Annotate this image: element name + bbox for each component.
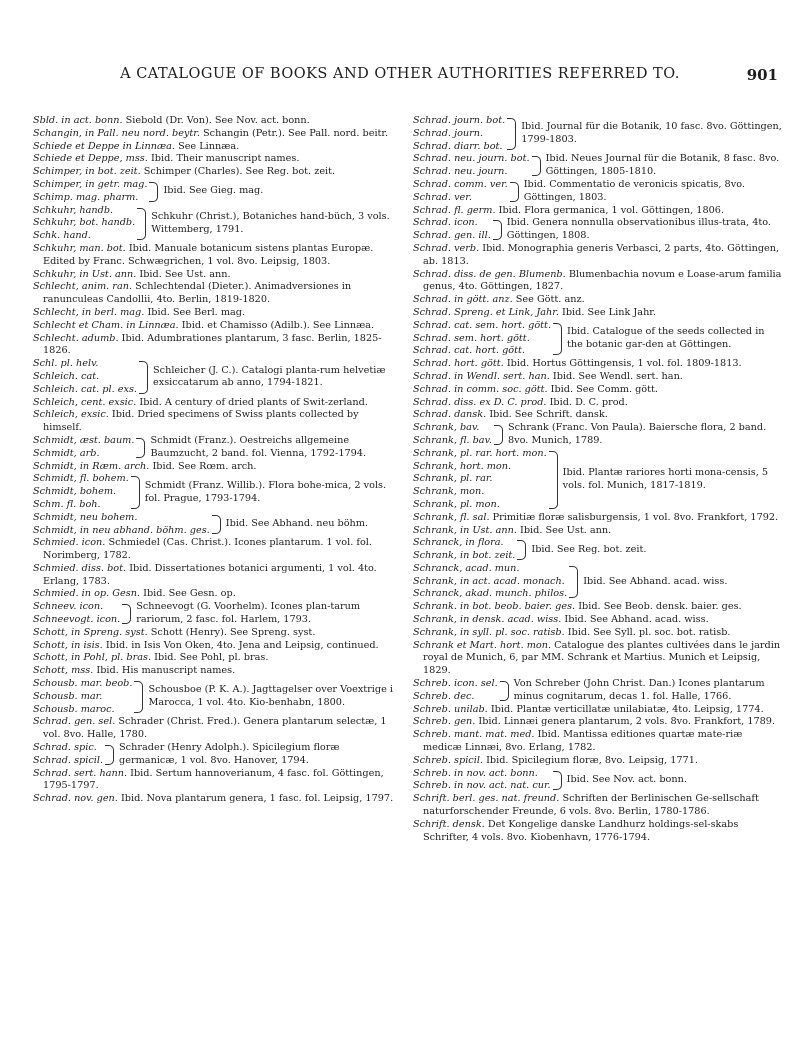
entry-abbreviation: Schrad. spicil. [33,754,104,766]
catalogue-entry [33,166,397,179]
entry-description: Schousboe (P. K. A.). Jagttagelser over Voextrige i Marocca, 1 vol. 4to. Kio-benhabn, 1800. [148,684,394,709]
page-number: 901 [746,66,778,84]
entry-abbreviation: Schranck, in flora. [413,537,504,549]
entry-description: Primitiæ floræ salisburgensis, 1 vol. 8vo. Frankfort, 1792. [492,511,779,523]
entry-abbreviation-list [413,448,547,512]
brace-bracket [553,771,562,791]
entry-abbreviation: Schleich, cent. exsic. [33,396,137,408]
entry-description: Ibid. See Ust. ann. [139,268,231,280]
entry-abbreviation: Schlecht, anim. ran. [33,281,133,293]
entry-abbreviation: Schrad. diss. ex D. C. prod. [413,396,547,408]
catalogue-entry [413,294,783,307]
entry-description: Ibid. Neues Journal für die Botanik, 8 fasc. 8vo. Göttingen, 1805-1810. [545,153,780,178]
brace-bracket [212,515,221,535]
entry-description: Ibid. Monographia generis Verbasci, 2 parts, 4to. Göttingen, ab. 1813. [423,242,780,267]
catalogue-entry [33,243,397,269]
entry-abbreviation-list [413,217,491,243]
catalogue-entry [413,793,783,819]
entry-abbreviation: Schrad. in Wendl. sert. han. [413,370,550,382]
entry-description: Ibid. See Abhand. acad. wiss. [564,614,709,626]
catalogue-entry-group [33,179,397,205]
brace-bracket [122,604,131,624]
entry-description: Ibid. A century of dried plants of Swit-zerland. [139,396,368,408]
brace-bracket [569,566,578,598]
catalogue-entry [33,307,397,320]
entry-abbreviation: Schousb. mar. beob. [33,678,133,690]
entry-description: Schlechtendal (Dieter.). Animadversiones in ranunculeas Candollii, 4to. Berlin, 1819-1820. [43,281,352,306]
catalogue-entry [413,729,783,755]
entry-abbreviation-list [33,678,132,716]
catalogue-entry-group [413,422,783,448]
entry-abbreviation: Schlecht. adumb. [33,332,119,344]
catalogue-entry [413,755,783,768]
entry-description: Schkuhr (Christ.), Botaniches hand-büch, 3 vols. Wittemberg, 1791. [151,210,390,235]
entry-abbreviation: Schkuhr, handb. [33,204,114,216]
entry-description: Ibid. Their manuscript names. [150,153,300,165]
entry-abbreviation: Schousb. maroc. [33,703,115,715]
page-title: A CATALOGUE OF BOOKS AND OTHER AUTHORITIES REFERRED TO. [120,66,680,82]
entry-description: Schangin (Petr.). See Pall. nord. beitr. [203,127,389,139]
entry-abbreviation: Schrad. journ. [413,127,484,139]
entry-abbreviation: Schimper, in getr. mag. [33,178,148,190]
entry-abbreviation: Schrank, pl. rar. hort. mon. [413,447,547,459]
entry-abbreviation: Schkuhr, bot. handb. [33,217,136,229]
entry-abbreviation: Schreb. in nov. act. nat. cur. [413,780,551,792]
catalogue-entry [33,397,397,410]
entry-abbreviation: Schrad. dansk. [413,409,487,421]
catalogue-entry [413,409,783,422]
entry-abbreviation: Schrad. diarr. bot. [413,140,503,152]
catalogue-entry [33,652,397,665]
entry-abbreviation: Schrad. cat. sem. hort. gött. [413,319,552,331]
entry-description: Ibid. Plantæ rariores horti mona-censis, 5 vols. fol. Munich, 1817-1819. [562,466,769,491]
entry-abbreviation-list [413,537,515,563]
catalogue-entry-group [33,205,397,243]
entry-abbreviation: Schrad. ver. [413,191,472,203]
entry-description: Schleicher (J. C.). Catalogi planta-rum helvetiæ exsiccatarum ab anno, 1794-1821. [153,364,386,389]
entry-description: Schmiedel (Cas. Christ.). Icones plantarum. 1 vol. fol. Norimberg, 1782. [43,537,372,562]
entry-abbreviation: Schrad. verb. [413,242,480,254]
catalogue-entry-group [413,448,783,512]
entry-abbreviation: Schreb. gen. [413,716,476,728]
catalogue-entry-group [413,115,783,153]
catalogue-entry-group [33,742,397,768]
catalogue-entry [413,614,783,627]
entry-description: Ibid. Catalogue of the seeds collected in the botanic gar-den at Göttingen. [567,326,765,350]
catalogue-entry [413,525,783,538]
entry-abbreviation: Schimp. mag. pharm. [33,191,139,203]
entry-description: Ibid. Spicilegium floræ, 8vo. Leipsig, 1771. [486,754,698,766]
entry-description: Ibid. Hortus Göttingensis, 1 vol. fol. 1809-1813. [506,358,742,370]
entry-description: Ibid. See Syll. pl. soc. bot. ratisb. [567,626,731,638]
catalogue-entry-group [413,563,783,601]
entry-abbreviation: Schmidt, fl. bohem. [33,473,129,485]
entry-abbreviation: Schimper, in bot. zeit. [33,166,141,178]
catalogue-entry [413,512,783,525]
catalogue-entry [33,768,397,794]
entry-description: Ibid. D. C. prod. [549,396,628,408]
entry-description: See Linnæa. [178,140,240,152]
catalogue-entry-group [413,217,783,243]
entry-abbreviation: Schmidt, æst. baum. [33,434,135,446]
entry-abbreviation-list [413,563,567,601]
entry-description: Ibid. See Pohl, pl. bras. [154,652,269,664]
entry-abbreviation-list [413,678,498,704]
entry-abbreviation: Schmied. icon. [33,537,106,549]
catalogue-entry [33,115,397,128]
entry-abbreviation: Schrank, in act. acad. monach. [413,575,565,587]
entry-description: Ibid. Dried specimens of Swiss plants collected by himself. [43,409,359,434]
catalogue-entry [33,793,397,806]
entry-abbreviation: Schrad. cat. hort. gött. [413,345,525,357]
entry-description: Schrader (Christ. Fred.). Genera plantarum selectæ, 1 vol. 8vo. Halle, 1780. [43,716,387,741]
entry-abbreviation: Schkuhr, man. bot. [33,242,126,254]
entry-abbreviation: Schreb. unilab. [413,703,488,715]
entry-description: Ibid. in Isis Von Oken, 4to. Jena and Leipsig, continued. [105,639,379,651]
catalogue-entry-group [413,179,783,205]
entry-abbreviation: Schm. fl. boh. [33,498,101,510]
entry-abbreviation-list [33,742,103,768]
entry-abbreviation: Schrad. neu. journ. [413,166,508,178]
catalogue-entry [413,716,783,729]
brace-bracket [134,681,143,713]
entry-abbreviation: Schl. pl. helv. [33,358,99,370]
brace-bracket [136,438,145,458]
entry-abbreviation: Schreb. icon. sel. [413,678,498,690]
entry-abbreviation-list [33,435,134,461]
catalogue-entry [413,205,783,218]
entry-description: Ibid. Nova plantarum genera, 1 fasc. fol. Leipsig, 1797. [120,793,394,805]
entry-abbreviation: Schousb. mar. [33,690,103,702]
entry-abbreviation: Schrad. spic. [33,742,97,754]
catalogue-entry [33,588,397,601]
entry-abbreviation: Schrad. fl. germ. [413,204,496,216]
entry-description: Ibid. See Gieg. mag. [163,185,264,197]
catalogue-entry [413,397,783,410]
entry-abbreviation: Schott, mss. [33,665,94,677]
entry-abbreviation: Schrank, in bot. zeit. [413,550,516,562]
entry-abbreviation-list [413,320,551,358]
entry-abbreviation: Sbld. in act. bonn. [33,115,123,126]
catalogue-entry [33,141,397,154]
entry-abbreviation: Schreb. mant. mat. med. [413,729,535,741]
brace-bracket [131,476,140,508]
entry-abbreviation-list [413,153,530,179]
entry-abbreviation: Schmidt, bohem. [33,486,117,498]
brace-bracket [149,182,158,202]
entry-abbreviation: Schrad. journ. bot. [413,115,506,126]
brace-bracket [139,361,148,393]
entry-abbreviation: Schott, in isis. [33,639,103,651]
entry-description: Siebold (Dr. Von). See Nov. act. bonn. [125,115,310,126]
entry-description: Schrank (Franc. Von Paula). Baiersche flora, 2 band. 8vo. Munich, 1789. [507,422,767,446]
entry-description: Ibid. Dissertationes botanici argumenti, 1 vol. 4to. Erlang, 1783. [43,562,377,587]
catalogue-entry [413,358,783,371]
catalogue-entry [413,371,783,384]
entry-description: Ibid. See Beob. densk. baier. ges. [578,601,742,613]
entry-abbreviation-list [33,205,135,243]
entry-abbreviation: Schk. hand. [33,230,91,242]
entry-abbreviation: Schmied. in op. Gesn. [33,588,141,600]
entry-abbreviation: Schrank, bav. [413,422,480,434]
entry-abbreviation: Schrank, pl. mon. [413,498,500,510]
catalogue-entry-group [413,768,783,794]
entry-abbreviation: Schrad. hort. gött. [413,358,504,370]
entry-abbreviation: Schreb. dec. [413,690,475,702]
entry-abbreviation: Schreb. in nov. act. bonn. [413,767,538,779]
brace-bracket [549,451,558,509]
running-head [0,66,800,90]
entry-description: Schott (Henry). See Spreng. syst. [150,626,316,638]
entry-abbreviation: Schlecht, in berl. mag. [33,306,145,318]
entry-abbreviation: Schrank. in bot. beob. baier. ges. [413,601,576,613]
entry-abbreviation: Schmidt, neu bohem. [33,511,138,523]
catalogue-entry-group [33,358,397,396]
entry-abbreviation: Schrank, in syll. pl. soc. ratisb. [413,626,565,638]
entry-abbreviation: Schott, in Pohl, pl. bras. [33,652,152,664]
entry-abbreviation-list [33,179,147,205]
brace-bracket [507,118,516,150]
catalogue-entry [33,537,397,563]
entry-description: Ibid. See Link Jahr. [562,306,656,318]
catalogue-entry [33,461,397,474]
catalogue-entry [413,384,783,397]
entry-description: Ibid. Sertum hannoverianum, 4 fasc. fol. Göttingen, 1795-1797. [43,767,384,792]
catalogue-entry [33,320,397,333]
entry-description: Ibid. See Abhand. acad. wiss. [583,575,728,587]
entry-abbreviation-list [413,115,505,153]
entry-description: Ibid. See Rœm. arch. [152,460,257,472]
entry-abbreviation: Schrank, hort. mon. [413,460,512,472]
brace-bracket [517,540,526,560]
brace-bracket [494,425,503,445]
entry-abbreviation: Schneev. icon. [33,601,104,613]
brace-bracket [553,323,562,355]
entry-abbreviation: Schleich. cat. pl. exs. [33,383,138,395]
catalogue-entry [33,640,397,653]
entry-description: Ibid. Adumbrationes plantarum, 3 fasc. Berlin, 1825-1826. [43,332,382,357]
entry-description: Ibid. Plantæ verticillatæ unilabiatæ, 4to. Leipsig, 1774. [490,703,764,715]
entry-abbreviation: Schrad. sem. hort. gött. [413,332,530,344]
catalogue-entry [33,333,397,359]
entry-description: Det Kongelige danske Landhurz holdings-sel-skabs Schrifter, 4 vols. 8vo. Kiobenhavn, 1776-1794. [423,818,739,843]
catalogue-entry-group [33,512,397,538]
entry-description: Ibid. See Reg. bot. zeit. [531,543,647,555]
entry-description: Ibid. Mantissa editiones quartæ mate-riæ medicæ Linnæi, 8vo. Erlang, 1782. [423,729,743,754]
entry-description: Ibid. See Nov. act. bonn. [566,774,687,786]
entry-abbreviation: Schiede et Deppe in Linnæa. [33,140,175,152]
catalogue-entry [413,243,783,269]
catalogue-entry-group [413,537,783,563]
entry-abbreviation: Schrad. in gött. anz. [413,294,513,306]
entry-abbreviation: Schrad. neu. journ. bot. [413,153,530,165]
entry-description: Ibid. Genera nonnulla observationibus illus-trata, 4to. Göttingen, 1808. [506,217,772,242]
entry-description: Catalogue des plantes cultivées dans le jardin royal de Munich, 6, par MM. Schrank et Martius. Munich et Leipsig, 1829. [423,639,781,677]
catalogue-entry-group [33,473,397,511]
entry-abbreviation: Schmidt, in neu abhand. böhm. ges. [33,524,210,536]
catalogue-entry [33,128,397,141]
entry-abbreviation: Schleich. cat. [33,370,100,382]
entry-description: Ibid. See Ust. ann. [520,524,612,536]
entry-abbreviation: Schrad. comm. ver. [413,178,508,190]
catalogue-entry-group [413,320,783,358]
entry-abbreviation: Schrad. diss. de gen. Blumenb. [413,268,566,280]
entry-description: Ibid. Commentatio de veronicis spicatis, 8vo. Göttingen, 1803. [523,178,745,203]
entry-abbreviation: Schrad. gen. sel. [33,716,116,728]
catalogue-entry [413,627,783,640]
entry-abbreviation: Schrad. icon. [413,217,478,229]
catalogue-entry [413,307,783,320]
entry-abbreviation: Schiede et Deppe, mss. [33,153,148,165]
brace-bracket [510,182,519,202]
entry-description: Ibid. See Comm. gött. [550,383,658,395]
entry-description: Ibid. See Wendl. sert. han. [552,370,683,382]
catalogue-entry [413,819,783,845]
entry-description: Schneevogt (G. Voorhelm). Icones plan-tarum rariorum, 2 fasc. fol. Harlem, 1793. [136,601,361,626]
entry-abbreviation: Schrank, fl. bav. [413,434,492,446]
entry-abbreviation-list [413,768,551,794]
entry-description: Ibid. Journal für die Botanik, 10 fasc. 8vo. Göttingen, 1799-1803. [521,121,782,146]
entry-description: Ibid. See Abhand. neu böhm. [225,518,369,530]
entry-abbreviation: Schkuhr, in Ust. ann. [33,268,137,280]
brace-bracket [137,208,146,240]
entry-abbreviation: Schrad. nov. gen. [33,793,118,805]
entry-abbreviation-list [33,512,210,538]
brace-bracket [532,156,541,176]
catalogue-entry [33,269,397,282]
entry-abbreviation-list [33,358,137,396]
entry-description: Ibid. See Gesn. op. [143,588,236,600]
entry-abbreviation: Schlecht et Cham. in Linnæa. [33,319,179,331]
catalogue-entry-group [33,435,397,461]
catalogue-entry [33,153,397,166]
catalogue-entry [413,704,783,717]
entry-description: Ibid. See Berl. mag. [147,306,246,318]
entry-description: Ibid. See Schrift. dansk. [489,409,608,421]
entry-abbreviation: Schrift. berl. ges. nat. freund. [413,793,560,805]
entry-description: Ibid. Linnæi genera plantarum, 2 vols. 8vo. Frankfort, 1789. [478,716,776,728]
entry-description: Schrader (Henry Adolph.). Spicilegium floræ germanicæ, 1 vol. 8vo. Hanover, 1794. [119,742,340,766]
entry-abbreviation: Schranck, acad. mun. [413,562,520,574]
entry-abbreviation: Schrank, fl. sal. [413,511,490,523]
entry-description: Schmidt (Franz. Willib.). Flora bohe-mica, 2 vols. fol. Prague, 1793-1794. [144,479,387,504]
catalogue-entry [33,563,397,589]
entry-abbreviation: Schott, in Spreng. syst. [33,626,148,638]
entry-abbreviation: Schranck, akad. munch. philos. [413,588,568,600]
catalogue-entry [33,627,397,640]
entry-abbreviation: Schmidt, in Ræm. arch. [33,460,150,472]
catalogue-entry [33,665,397,678]
entry-description: Ibid. et Chamisso (Adilb.). See Linnæa. [181,319,375,331]
catalogue-entry [413,269,783,295]
brace-bracket [493,220,502,240]
entry-abbreviation-list [413,179,508,205]
entry-description: Blumenbachia novum e Loase-arum familia genus, 4to. Göttingen, 1827. [423,268,782,293]
entry-description: Ibid. Manuale botanicum sistens plantas Europæ. Edited by Franc. Schwægrichen, 1 vol. 8vo. Leipsig, 1803. [43,242,374,267]
entry-abbreviation: Schmidt, arb. [33,447,100,459]
left-column [33,115,397,806]
catalogue-entry-group [413,678,783,704]
entry-abbreviation: Schrank, mon. [413,486,485,498]
entry-description: Ibid. Flora germanica, 1 vol. Göttingen, 1806. [498,204,725,216]
entry-abbreviation: Schmied. diss. bot. [33,562,127,574]
entry-abbreviation: Schneevogt. icon. [33,614,121,626]
entry-abbreviation: Schrank, in densk. acad. wiss. [413,614,562,626]
entry-abbreviation-list [33,473,129,511]
entry-abbreviation: Schrad. gen. ill. [413,230,491,242]
catalogue-entry [413,640,783,678]
entry-description: See Gött. anz. [515,294,585,306]
entry-description: Schimper (Charles). See Reg. bot. zeit. [143,166,336,178]
entry-abbreviation: Schrift. densk. [413,818,485,830]
entry-abbreviation-list [413,422,492,448]
catalogue-entry [413,601,783,614]
entry-abbreviation: Schrank et Mart. hort. mon. [413,639,552,651]
entry-abbreviation: Schrad. in comm. soc. gött. [413,383,548,395]
right-column [413,115,783,844]
entry-description: Von Schreber (John Christ. Dan.) Icones plantarum minus cognitarum, decas 1. fol. Halle, 1766. [513,678,765,702]
brace-bracket [105,745,114,765]
entry-abbreviation: Schrad. Spreng. et Link, Jahr. [413,306,559,318]
catalogue-entry-group [33,601,397,627]
catalogue-entry-group [413,153,783,179]
entry-abbreviation: Schrank, pl. rar. [413,473,493,485]
catalogue-entry [33,716,397,742]
entry-abbreviation: Schangin, in Pall. neu nord. beytr. [33,127,200,139]
entry-description: Schriften der Berlinischen Ge-sellschaft naturforschender Freunde, 6 vols. 8vo. Berlin, 1780-1786. [423,793,759,818]
entry-description: Ibid. His manuscript names. [96,665,236,677]
entry-abbreviation-list [33,601,120,627]
catalogue-entry [33,409,397,435]
entry-abbreviation: Schleich, exsic. [33,409,109,421]
entry-abbreviation: Schrad. sert. hann. [33,767,128,779]
catalogue-entry [33,281,397,307]
entry-abbreviation: Schrank, in Ust. ann. [413,524,517,536]
catalogue-entry-group [33,678,397,716]
entry-abbreviation: Schreb. spicil. [413,754,483,766]
entry-description: Schmidt (Franz.). Oestreichs allgemeine Baumzucht, 2 band. fol. Vienna, 1792-1794. [150,434,367,459]
brace-bracket [500,681,509,701]
